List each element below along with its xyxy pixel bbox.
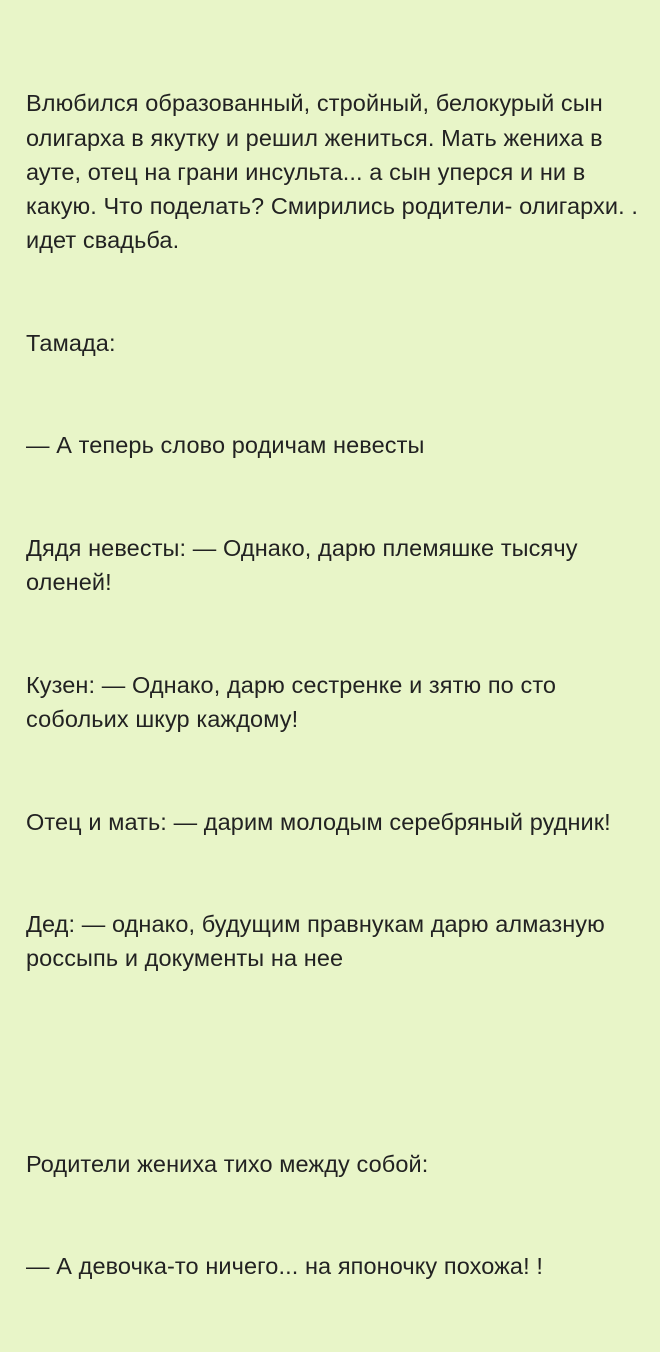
joke-body [26,18,645,1352]
paragraph-6: Отец и мать: — дарим молодым серебряный рудник! [26,808,611,835]
paragraph-9: — А девочка-то ничего... на японочку похожа! ! [26,1253,543,1280]
paragraph-7: Дед: — однако, будущим правнукам дарю алмазную россыпь и документы на нее [26,911,612,972]
paragraph-8: Родители жениха тихо между собой: [26,1150,429,1177]
paragraph-4: Дядя невесты: — Однако, дарю племяшке тысячу оленей! [26,535,585,596]
paragraph-2: Тамада: [26,329,116,356]
paragraph-3: — А теперь слово родичам невесты [26,432,425,459]
paragraph-5: Кузен: — Однако, дарю сестренке и зятю по сто собольих шкур каждому! [26,671,563,733]
paragraph-break [26,1044,638,1078]
paragraph-1: Влюбился образованный, стройный, белокурый сын олигарха в якутку и решил жениться. Мать жениха в ауте, отец на грани инсульта... а сын уперся и ни в какую. Что поделать? Смирились родители- олигархи. . идет свадьба. [26,90,645,254]
